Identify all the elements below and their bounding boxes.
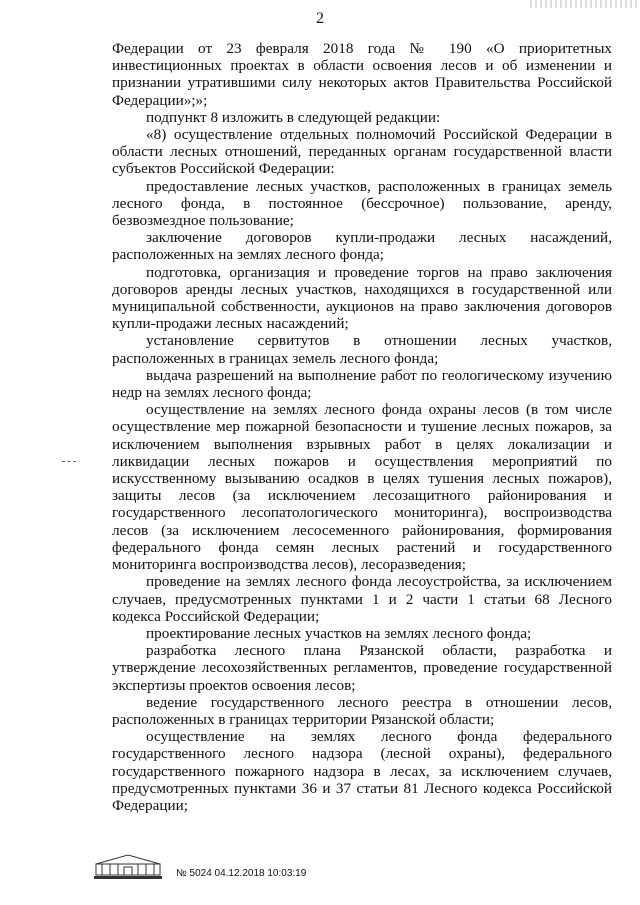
paragraph: ведение государственного лесного реестра в отношении лесов, расположенных в границах территории Рязанской области; <box>112 693 612 728</box>
paragraph: разработка лесного плана Рязанской области, разработка и утверждение лесохозяйственных регламентов, проведение государственной экспертизы проектов освоения лесов; <box>112 642 612 694</box>
footer <box>92 852 392 882</box>
page-number: 2 <box>316 10 324 27</box>
paragraph: Федерации от 23 февраля 2018 года № 190 «О приоритетных инвестиционных проектах в области освоения лесов и об изменении и признании утратившими силу некоторых актов Правительства Российской Федерации»;»; <box>112 40 612 109</box>
paragraph: установление сервитутов в отношении лесных участков, расположенных в границах земель лесного фонда; <box>112 332 612 367</box>
paragraph: подпункт 8 изложить в следующей редакции: <box>146 108 441 126</box>
paragraph: выдача разрешений на выполнение работ по геологическому изучению недр на землях лесного фонда; <box>112 366 612 402</box>
paragraph: осуществление на землях лесного фонда охраны лесов (в том числе осуществление мер пожарной безопасности и тушение лесных пожаров, за исключением выполнения взрывных работ в целях локализации и ликвидации лесных пожаров и осуществления мероприятий по искусственному вызыванию осадков в целях тушения лесных пожаров), защиты лесов (за исключением лесозащитного районирования и государственного лесопатологического мониторинга), воспроизводства лесов (за исключением лесосеменного районирования, формирования федерального фонда семян лесных растений и государственного мониторинга воспроизводства лесов), лесоразведения; <box>112 401 612 574</box>
paragraph: проведение на землях лесного фонда лесоустройства, за исключением случаев, предусмотренных пунктами 1 и 2 части 1 статьи 68 Лесного кодекса Российской Федерации; <box>112 573 612 625</box>
paragraph: заключение договоров купли-продажи лесных насаждений, расположенных на землях лесного фонда; <box>112 229 612 264</box>
paragraph: проектирование лесных участков на землях лесного фонда; <box>146 624 532 642</box>
building-logo-icon <box>92 852 164 880</box>
scan-artifact <box>530 0 640 8</box>
paragraph: предоставление лесных участков, расположенных в границах земель лесного фонда, в постоянное (бессрочное) пользование, аренду, безвозмездное пользование; <box>112 177 612 230</box>
paragraph: «8) осуществление отдельных полномочий Российской Федерации в области лесных отношений, переданных органам государственной власти субъектов Российской Федерации: <box>112 126 612 178</box>
document-body <box>112 40 612 814</box>
registration-stamp: № 5024 04.12.2018 10:03:19 <box>176 868 307 879</box>
paragraph: подготовка, организация и проведение торгов на право заключения договоров аренды лесных участков, находящихся в государственной или муниципальной собственности, аукционов на право заключения договоров купли-продажи лесных насаждений; <box>112 263 612 333</box>
paragraph: осуществление на землях лесного фонда федерального государственного лесного надзора (лесной охраны), федерального государственного пожарного надзора в лесах, за исключением случаев, предусмотренных пунктами 36 и 37 статьи 81 Лесного кодекса Российской Федерации; <box>112 728 612 814</box>
margin-mark <box>62 461 76 464</box>
